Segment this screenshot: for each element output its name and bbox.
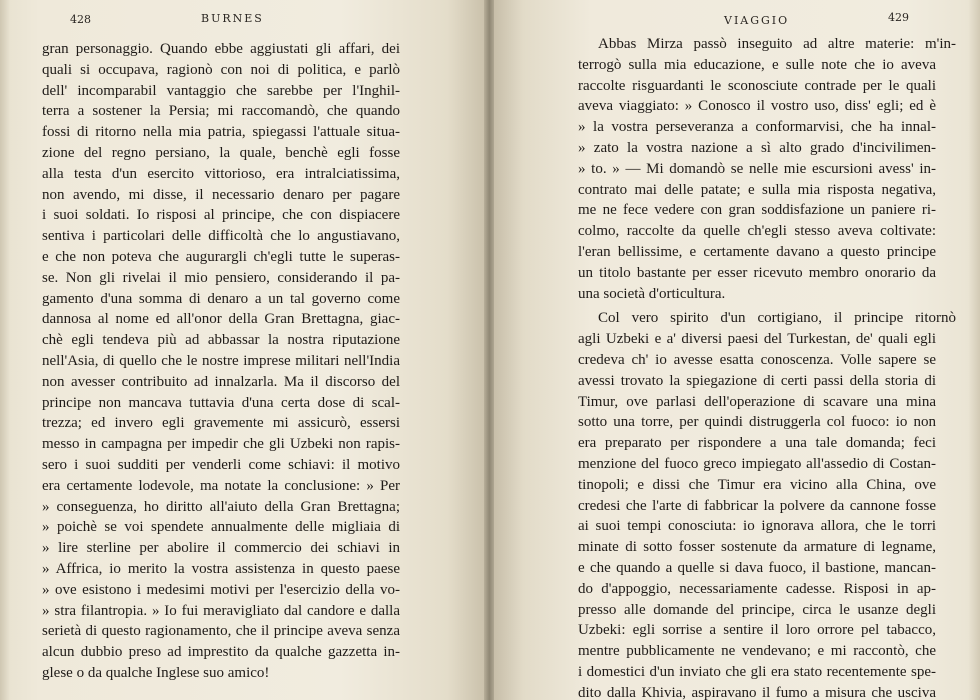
text-line: l'eran bellissime, e certamente davano a questo principe (578, 243, 936, 260)
text-line: non avendo, mi disse, il necessario denaro per pagare (42, 186, 400, 203)
text-line: era preparato per rispondere a una tale domanda; feci (578, 435, 936, 452)
text-line: terrogò sulla mia educazione, e sulle note che io aveva (578, 56, 936, 73)
text-line: menzione del fuoco greco impiegato all'assedio di Costan- (578, 455, 936, 472)
text-line: avessi trovato la spiegazione di certi passi della storia di (578, 372, 936, 389)
text-line: i domestici d'un inviato che gli era stato recentemente spe- (578, 663, 936, 680)
text-line: fossi di ritorno nella mia patria, spiegassi l'attuale situa- (42, 124, 400, 141)
text-line: colmo, raccolte da quelle ch'egli stesso aveva coltivate: (578, 223, 936, 240)
text-line: gamento d'una somma di denaro a un tal governo come (42, 290, 400, 307)
text-line: me ne fece vedere con gran soddisfazione un paniere ri- (578, 202, 936, 219)
left-page (0, 0, 486, 700)
right-page (494, 0, 980, 700)
text-line: contrato mai delle patate; e sulla mia risposta negativa, (578, 181, 936, 198)
left-page-edge (0, 0, 10, 700)
text-line: dito dalla Khivia, aspiravano il fumo a misura che usciva (578, 684, 936, 700)
text-line: agli Uzbeki e a' diversi paesi del Turkestan, de' quali egli (578, 331, 936, 348)
text-line: » zato la vostra nazione a sì alto grado d'incivilimen- (578, 139, 936, 156)
text-line: » stra filantropia. » Io fui meravigliato dal candore e dalla (42, 602, 400, 619)
text-line: credeva ch' io avesse esatta conoscenza. Volle sapere se (578, 351, 936, 368)
text-line: » poichè se voi spendete annualmente delle migliaia di (42, 519, 400, 536)
left-page-number: 428 (70, 13, 91, 26)
text-line: serietà di questo ragionamento, che il principe aveva senza (42, 623, 400, 640)
text-line: quali si occupava, ragionò con noi di politica, e parlò (42, 61, 400, 78)
text-line: nell'Asia, di quello che le nostre imprese militari nell'India (42, 352, 400, 369)
text-line: Abbas Mirza passò inseguito ad altre materie: m'in- (598, 36, 956, 52)
text-line: gran personaggio. Quando ebbe aggiustati gli affari, dei (42, 41, 400, 57)
text-line: » ove esistono i medesimi motivi per l'esercizio della vo- (42, 581, 400, 598)
text-line: » la vostra perseveranza a conformarvisi, che ha innal- (578, 119, 936, 136)
text-line: presso alle domande del principe, circa le usanze degli (578, 601, 936, 618)
text-line: era certamente lodevole, ma notate la conclusione: » Per (42, 477, 400, 494)
text-line: e che non poteva che augurargli ch'egli tutte le superas- (42, 248, 400, 265)
text-line: messo in campagna per impedir che gli Uzbeki non rapis- (42, 436, 400, 453)
text-line: sentiva i particolari delle difficoltà che lo angustiavano, (42, 228, 400, 245)
text-line: alcun dubbio preso ad imprestito da qualche gazzetta in- (42, 644, 400, 661)
text-line: Col vero spirito d'un cortigiano, il principe ritornò (598, 310, 956, 327)
text-line: Uzbeki: egli sorrise a sentire il loro orrore pel tabacco, (578, 622, 936, 639)
text-line: una società d'orticultura. (578, 285, 726, 302)
text-line: alla testa d'un esercito vittorioso, era intralciatissima, (42, 165, 400, 182)
text-line: terra a sostener la Persia; mi raccomandò, che quando (42, 103, 400, 120)
text-line: do d'appoggio, necessariamente cadesse. Risposi in ap- (578, 580, 936, 597)
text-line: Timur, ove parlasi dell'operazione di scavare una mina (578, 393, 936, 410)
right-running-head: VIAGGIO (724, 14, 790, 27)
text-line: dell' incomparabil vantaggio che sarebbe per l'Inghil- (42, 82, 400, 99)
text-line: chè egli tendeva più ad abbassar la nostra riputazione (42, 332, 400, 349)
text-line: raccolte risguardanti le sconosciute contrade per le quali (578, 77, 936, 94)
text-line: aveva viaggiato: » Conosco il vostro uso, diss' egli; ed è (578, 98, 936, 115)
text-line: » to. » — Mi domandò se nelle mie escursioni avess' in- (578, 160, 936, 177)
text-line: » conseguenza, ho diritto all'aiuto della Gran Brettagna; (42, 498, 400, 515)
text-line: » Affrica, io merito la vostra assistenza in questo paese (42, 560, 400, 577)
text-line: tinopoli; e dissi che Timur era vicino alla China, ove (578, 476, 936, 493)
left-page-text (42, 39, 400, 684)
text-line: non avesser contribuito ad innalzarla. Ma il discorso del (42, 373, 400, 390)
text-line: un titolo bastante per esser ricevuto membro onorario da (578, 264, 936, 281)
text-line: se. Non gli rivelai il mio pensiero, considerando il pa- (42, 269, 400, 286)
left-running-head: BURNES (201, 12, 264, 25)
text-line: e che quando a quelle si dava fuoco, il bastione, mancan- (578, 559, 936, 576)
right-page-edge (968, 0, 980, 700)
right-page-number: 429 (888, 11, 909, 24)
text-line: ai suoi tempi conosciuta: io ignorava allora, che le torri (578, 518, 936, 535)
text-line: minate di sotto fosser sostenute da armature di legname, (578, 539, 936, 556)
text-line: dannosa al nome ed all'onor della Gran Brettagna, giac- (42, 311, 400, 328)
right-page-text (578, 34, 956, 700)
text-line: i suoi soldati. Io risposi al principe, che con dispiacere (42, 207, 400, 224)
text-line: » lire sterline per abolire il commercio dei schiavi in (42, 540, 400, 557)
text-line: glese o da qualche Inglese suo amico! (42, 664, 270, 681)
text-line: trezza; ed invero egli gravemente mi assicurò, essersi (42, 415, 400, 432)
text-line: sotto una torre, per quindi distruggerla col fuoco: io non (578, 414, 936, 431)
text-line: mentre pubblicamente ne vendevano; e mi raccontò, che (578, 643, 936, 660)
text-line: credesi che l'arte di fabbricar la polvere da cannone fosse (578, 497, 936, 514)
text-line: zione del regno persiano, la quale, benchè egli fosse (42, 144, 400, 161)
text-line: principe non mancava tuttavia d'una certa dose di scal- (42, 394, 400, 411)
text-line: sero i suoi sudditi per venderli come schiavi: il motivo (42, 456, 400, 473)
